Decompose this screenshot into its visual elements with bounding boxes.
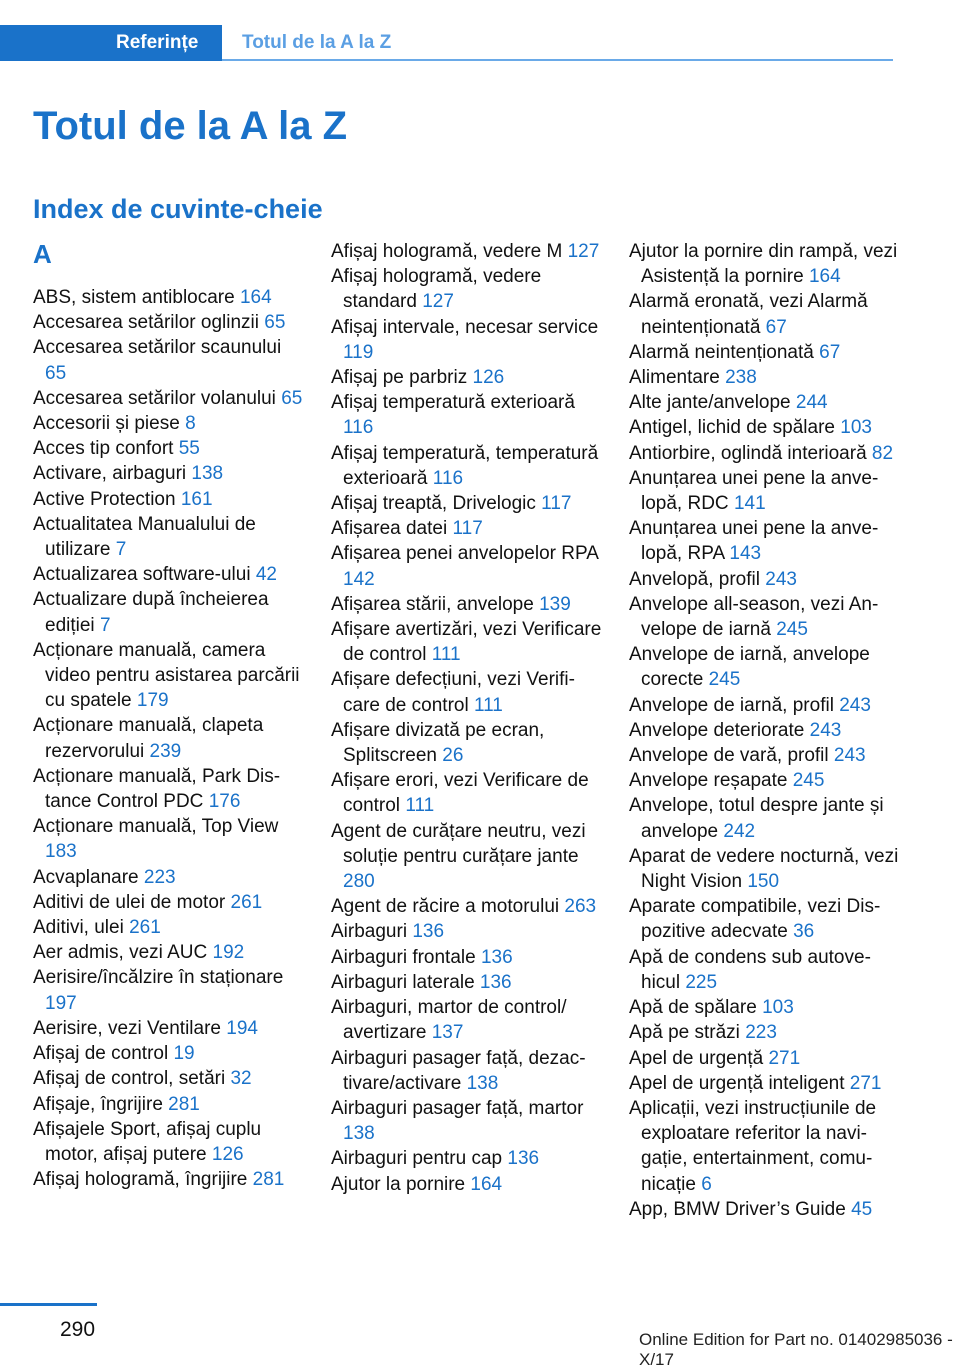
index-entry xyxy=(33,487,305,512)
index-entry xyxy=(33,1092,305,1117)
entry-text: Anvelope de vară, profil xyxy=(629,745,829,767)
index-entry xyxy=(331,819,603,895)
entry-text: Afișajele Sport, afișaj cuplu motor, afișaj putere xyxy=(33,1118,262,1165)
entry-page-link[interactable]: 138 xyxy=(466,1072,499,1094)
entry-text: Aplicații, vezi instrucțiunile de exploatare referitor la navigație, entertainment, comunicație xyxy=(629,1097,877,1195)
index-entry xyxy=(629,1197,901,1222)
footer-rule xyxy=(0,1303,97,1306)
entry-text: Actualitatea Manualului de utilizare xyxy=(33,513,256,561)
entry-text: Afișare avertizări, vezi Verificare de control xyxy=(331,619,602,666)
entry-page-link[interactable]: 194 xyxy=(226,1017,258,1039)
entry-text: Anunțarea unei pene la anvelopă, RPA xyxy=(629,518,879,565)
entry-page-link[interactable]: 127 xyxy=(422,291,454,313)
index-entry xyxy=(33,461,305,486)
entry-page-link[interactable]: 138 xyxy=(191,463,224,485)
entry-page-link[interactable]: 65 xyxy=(281,387,303,409)
index-entry xyxy=(331,390,603,440)
index-entry xyxy=(33,915,305,940)
index-entry xyxy=(33,1066,305,1091)
entry-page-link[interactable]: 176 xyxy=(208,791,241,813)
entry-text: Acvaplanare xyxy=(33,866,139,888)
entry-page-link[interactable]: 261 xyxy=(230,891,263,913)
entry-text: Airbaguri laterale xyxy=(331,971,475,993)
entry-text: Apă pe străzi xyxy=(629,1022,740,1044)
entry-page-link[interactable]: 119 xyxy=(343,341,374,363)
index-entry xyxy=(629,793,901,843)
entry-page-link[interactable]: 225 xyxy=(685,971,718,993)
index-entry xyxy=(629,1020,901,1045)
index-entry xyxy=(33,285,305,310)
entry-page-link[interactable]: 179 xyxy=(136,690,169,712)
index-entry xyxy=(629,592,901,642)
index-entry xyxy=(331,541,603,591)
entry-page-link[interactable]: 242 xyxy=(723,820,756,842)
entry-page-link[interactable]: 136 xyxy=(479,971,512,993)
entry-page-link[interactable]: 243 xyxy=(839,694,871,716)
index-entry xyxy=(629,743,901,768)
entry-text: Afișaje, îngrijire xyxy=(33,1093,163,1115)
index-entry xyxy=(33,965,305,1015)
entry-text: Anvelope reșapate xyxy=(629,770,788,792)
index-entry xyxy=(629,390,901,415)
entry-page-link[interactable]: 7 xyxy=(99,614,111,636)
entry-text: Afișaj pe parbriz xyxy=(331,367,468,389)
index-entry xyxy=(629,567,901,592)
index-entry xyxy=(331,365,603,390)
entry-text: Actualizare după încheierea ediției xyxy=(33,589,269,636)
index-entry xyxy=(331,894,603,919)
index-entry xyxy=(33,587,305,637)
entry-list xyxy=(33,285,305,1192)
entry-text: Airbaguri pasager față, martor xyxy=(331,1097,584,1119)
index-entry xyxy=(331,315,603,365)
entry-text: Agent de răcire a motorului xyxy=(331,896,560,918)
entry-text: Actualizarea software-ului xyxy=(33,564,251,586)
entry-text: Apă de spălare xyxy=(629,997,757,1019)
entry-page-link[interactable]: 183 xyxy=(45,841,77,863)
entry-text: Anunțarea unei pene la anvelopă, RDC xyxy=(629,467,879,515)
index-entry xyxy=(629,718,901,743)
entry-page-link[interactable]: 126 xyxy=(472,367,505,389)
index-entry xyxy=(331,592,603,617)
entry-text: Afișarea datei xyxy=(331,518,448,540)
entry-page-link[interactable]: 26 xyxy=(442,745,464,767)
entry-text: Airbaguri pentru cap xyxy=(331,1148,503,1170)
entry-page-link[interactable]: 223 xyxy=(143,866,176,888)
entry-page-link[interactable]: 141 xyxy=(733,493,766,515)
index-entry xyxy=(33,890,305,915)
index-entry xyxy=(33,562,305,587)
index-entry xyxy=(331,516,603,541)
entry-text: Accesarea setărilor volanului xyxy=(33,387,276,409)
entry-text: Ajutor la pornire din rampă, vezi Asistență la pornire xyxy=(629,241,898,288)
entry-page-link[interactable]: 243 xyxy=(809,719,842,741)
index-entry xyxy=(33,764,305,814)
entry-page-link[interactable]: 164 xyxy=(808,266,841,288)
entry-page-link[interactable]: 45 xyxy=(851,1198,873,1220)
entry-page-link[interactable]: 65 xyxy=(264,312,286,334)
index-entry xyxy=(629,441,901,466)
index-entry xyxy=(629,239,901,289)
entry-page-link[interactable]: 245 xyxy=(708,669,741,691)
index-entry xyxy=(629,642,901,692)
entry-list xyxy=(629,239,901,1222)
index-entry xyxy=(331,441,603,491)
entry-text: Afișaj hologramă, vedere standard xyxy=(331,266,542,313)
index-entry xyxy=(33,335,305,385)
entry-text: Acționare manuală, camera video pentru asistarea parcării cu spatele xyxy=(33,639,300,712)
entry-text: Afișarea stării, anvelope xyxy=(331,593,534,615)
entry-text: Alarmă eronată, vezi Alarmă neintenționată xyxy=(629,291,868,338)
letter-heading: A xyxy=(33,239,52,269)
entry-page-link[interactable]: 143 xyxy=(729,543,762,565)
entry-text: Afișare erori, vezi Verificare de control xyxy=(331,770,589,817)
entry-text: Apă de condens sub autovehicul xyxy=(629,946,871,993)
entry-page-link[interactable]: 103 xyxy=(840,417,872,439)
index-entry xyxy=(33,814,305,864)
page-number: 290 xyxy=(60,1318,96,1341)
entry-text: Aditivi de ulei de motor xyxy=(33,891,226,913)
entry-text: Anvelope de iarnă, profil xyxy=(629,694,834,716)
entry-text: Alimentare xyxy=(629,367,720,389)
index-entry xyxy=(331,1146,603,1171)
index-entry xyxy=(629,945,901,995)
entry-text: Aer admis, vezi AUC xyxy=(33,942,208,964)
entry-text: Afișare defecțiuni, vezi Verificare de control xyxy=(331,669,575,716)
entry-page-link[interactable]: 164 xyxy=(470,1173,503,1195)
entry-page-link[interactable]: 65 xyxy=(45,362,67,384)
index-entry xyxy=(331,491,603,516)
entry-text: Anvelopă, profil xyxy=(629,568,760,590)
index-entry xyxy=(33,940,305,965)
entry-text: Afișaj hologramă, îngrijire xyxy=(33,1169,248,1191)
entry-text: Airbaguri pasager față, dezactivare/activare xyxy=(331,1047,586,1094)
index-column-3 xyxy=(629,239,901,1222)
index-entry xyxy=(629,1096,901,1197)
entry-text: Aerisire/încălzire în staționare xyxy=(33,967,284,989)
entry-page-link[interactable]: 67 xyxy=(765,316,787,338)
entry-text: Acționare manuală, Top View xyxy=(33,816,279,838)
entry-text: Afișaj temperatură, temperatură exterioară xyxy=(331,442,599,489)
index-entry xyxy=(33,638,305,714)
entry-page-link[interactable]: 42 xyxy=(255,564,277,586)
entry-text: Agent de curățare neutru, vezi soluție pentru curățare jante xyxy=(331,820,586,867)
entry-page-link[interactable]: 117 xyxy=(452,518,483,540)
entry-page-link[interactable]: 32 xyxy=(230,1068,252,1090)
index-entry xyxy=(331,667,603,717)
entry-page-link[interactable]: 271 xyxy=(768,1047,801,1069)
breadcrumb-section-tab[interactable]: Referințe xyxy=(0,25,222,61)
index-entry xyxy=(33,713,305,763)
entry-page-link[interactable]: 136 xyxy=(507,1148,540,1170)
index-entry xyxy=(629,894,901,944)
index-entry xyxy=(331,768,603,818)
entry-text: Antigel, lichid de spălare xyxy=(629,417,835,439)
index-entry xyxy=(629,1046,901,1071)
index-entry xyxy=(629,995,901,1020)
entry-page-link[interactable]: 126 xyxy=(211,1143,244,1165)
entry-text: Activare, airbaguri xyxy=(33,463,187,485)
entry-page-link[interactable]: 67 xyxy=(819,341,841,363)
entry-text: Airbaguri frontale xyxy=(331,946,476,968)
index-entry xyxy=(629,768,901,793)
entry-page-link[interactable]: 161 xyxy=(180,488,213,510)
entry-text: Afișare divizată pe ecran, Splitscreen xyxy=(331,719,545,767)
entry-text: Airbaguri xyxy=(331,921,408,943)
entry-text: Afișaj treaptă, Drivelogic xyxy=(331,493,536,515)
index-column-1 xyxy=(33,239,305,1192)
index-entry xyxy=(33,310,305,335)
index-entry xyxy=(629,693,901,718)
index-entry xyxy=(629,365,901,390)
entry-page-link[interactable]: 263 xyxy=(564,896,597,918)
entry-text: Accesarea setărilor scaunului xyxy=(33,337,282,359)
entry-page-link[interactable]: 238 xyxy=(725,367,757,389)
index-entry xyxy=(331,970,603,995)
index-column-2 xyxy=(331,239,603,1197)
index-entry xyxy=(33,386,305,411)
entry-page-link[interactable]: 136 xyxy=(480,946,513,968)
entry-page-link[interactable]: 243 xyxy=(833,745,866,767)
entry-page-link[interactable]: 111 xyxy=(405,795,435,817)
entry-text: Afișarea penei anvelopelor RPA xyxy=(331,543,598,565)
index-entry xyxy=(33,512,305,562)
entry-text: Aparate compatibile, vezi Dispozitive adecvate xyxy=(629,896,881,943)
entry-page-link[interactable]: 281 xyxy=(168,1093,200,1115)
entry-page-link[interactable]: 150 xyxy=(747,871,780,893)
entry-text: Accesarea setărilor oglinzii xyxy=(33,312,259,334)
entry-page-link[interactable]: 117 xyxy=(541,493,572,515)
entry-text: Airbaguri, martor de control/ avertizare xyxy=(331,997,567,1044)
entry-text: App, BMW Driver’s Guide xyxy=(629,1198,846,1220)
header-bar xyxy=(0,25,893,61)
entry-text: Anvelope deteriorate xyxy=(629,719,805,741)
entry-page-link[interactable]: 142 xyxy=(343,568,375,590)
entry-page-link[interactable]: 116 xyxy=(343,417,374,439)
entry-page-link[interactable]: 261 xyxy=(129,917,161,939)
entry-page-link[interactable]: 136 xyxy=(412,921,445,943)
entry-page-link[interactable]: 103 xyxy=(762,997,794,1019)
entry-page-link[interactable]: 280 xyxy=(343,871,375,893)
breadcrumb-chapter-tab[interactable]: Totul de la A la Z xyxy=(242,32,392,53)
index-entry xyxy=(331,617,603,667)
entry-text: Anvelope all-season, vezi Anvelope de iarnă xyxy=(629,593,879,641)
entry-text: Alte jante/anvelope xyxy=(629,392,791,414)
index-entry xyxy=(33,411,305,436)
index-entry xyxy=(629,340,901,365)
entry-text: Aerisire, vezi Ventilare xyxy=(33,1017,221,1039)
index-entry xyxy=(331,239,603,264)
index-entry xyxy=(629,1071,901,1096)
header-divider xyxy=(222,59,893,61)
entry-text: Active Protection xyxy=(33,488,176,510)
entry-page-link[interactable]: 19 xyxy=(173,1043,195,1065)
index-entry xyxy=(629,516,901,566)
entry-text: Afișaj hologramă, vedere M xyxy=(331,241,563,262)
entry-page-link[interactable]: 164 xyxy=(239,287,272,308)
entry-page-link[interactable]: 82 xyxy=(871,442,894,464)
entry-page-link[interactable]: 111 xyxy=(431,644,461,666)
entry-page-link[interactable]: 239 xyxy=(149,740,182,762)
entry-page-link[interactable]: 55 xyxy=(178,438,200,460)
page-title: Totul de la A la Z xyxy=(33,104,348,148)
section-title: Index de cuvinte-cheie xyxy=(33,194,323,224)
entry-text: ABS, sistem antiblocare xyxy=(33,287,235,308)
entry-page-link[interactable]: 6 xyxy=(701,1173,712,1195)
index-entry xyxy=(331,1046,603,1096)
edition-footer: Online Edition for Part no. 01402985036 - X/17 xyxy=(639,1330,953,1369)
index-entry xyxy=(629,466,901,516)
index-entry xyxy=(33,1041,305,1066)
entry-page-link[interactable]: 192 xyxy=(212,942,245,964)
entry-text: Antiorbire, oglindă interioară xyxy=(629,442,867,464)
index-entry xyxy=(33,865,305,890)
entry-text: Apel de urgență xyxy=(629,1047,764,1069)
entry-page-link[interactable]: 139 xyxy=(539,593,571,615)
entry-page-link[interactable]: 138 xyxy=(343,1123,375,1145)
entry-text: Afișaj de control xyxy=(33,1043,169,1065)
entry-page-link[interactable]: 137 xyxy=(431,1022,464,1044)
index-entry xyxy=(33,1167,305,1192)
entry-page-link[interactable]: 36 xyxy=(793,921,815,943)
entry-page-link[interactable]: 197 xyxy=(45,992,77,1014)
entry-text: Accesorii și piese xyxy=(33,413,180,435)
entry-text: Ajutor la pornire xyxy=(331,1173,466,1195)
entry-page-link[interactable]: 8 xyxy=(185,413,196,435)
index-entry xyxy=(33,1117,305,1167)
entry-text: Anvelope, totul despre jante și anvelope xyxy=(629,795,884,842)
entry-text: Acționare manuală, Park Distance Control PDC xyxy=(33,765,281,813)
index-entry xyxy=(331,1096,603,1146)
entry-page-link[interactable]: 245 xyxy=(792,770,825,792)
entry-text: Acces tip confort xyxy=(33,438,174,460)
entry-text: Aparat de vedere nocturnă, vezi Night Vision xyxy=(629,845,899,893)
entry-text: Aditivi, ulei xyxy=(33,917,124,939)
index-entry xyxy=(331,718,603,768)
index-entry xyxy=(331,919,603,944)
entry-page-link[interactable]: 244 xyxy=(795,392,828,414)
entry-list xyxy=(331,239,603,1197)
entry-text: Anvelope de iarnă, anvelope corecte xyxy=(629,644,870,691)
entry-text: Afișaj de control, setări xyxy=(33,1068,226,1090)
entry-text: Afișaj intervale, necesar service xyxy=(331,316,599,338)
entry-page-link[interactable]: 111 xyxy=(473,694,503,716)
index-entry xyxy=(33,1016,305,1041)
index-entry xyxy=(331,1172,603,1197)
entry-page-link[interactable]: 7 xyxy=(115,539,127,561)
index-entry xyxy=(331,264,603,314)
entry-page-link[interactable]: 116 xyxy=(432,467,464,489)
entry-page-link[interactable]: 243 xyxy=(765,568,797,590)
entry-page-link[interactable]: 271 xyxy=(849,1072,882,1094)
index-entry xyxy=(331,995,603,1045)
index-entry xyxy=(33,436,305,461)
index-entry xyxy=(629,289,901,339)
entry-text: Acționare manuală, clapeta rezervorului xyxy=(33,715,264,762)
index-entry xyxy=(629,415,901,440)
entry-text: Apel de urgență inteligent xyxy=(629,1072,845,1094)
index-entry xyxy=(331,945,603,970)
entry-page-link[interactable]: 127 xyxy=(567,241,600,262)
index-entry xyxy=(629,844,901,894)
entry-page-link[interactable]: 245 xyxy=(776,619,808,641)
entry-page-link[interactable]: 281 xyxy=(252,1169,285,1191)
entry-page-link[interactable]: 223 xyxy=(745,1022,777,1044)
entry-text: Afișaj temperatură exterioară xyxy=(331,392,575,414)
entry-text: Alarmă neintenționată xyxy=(629,341,814,363)
